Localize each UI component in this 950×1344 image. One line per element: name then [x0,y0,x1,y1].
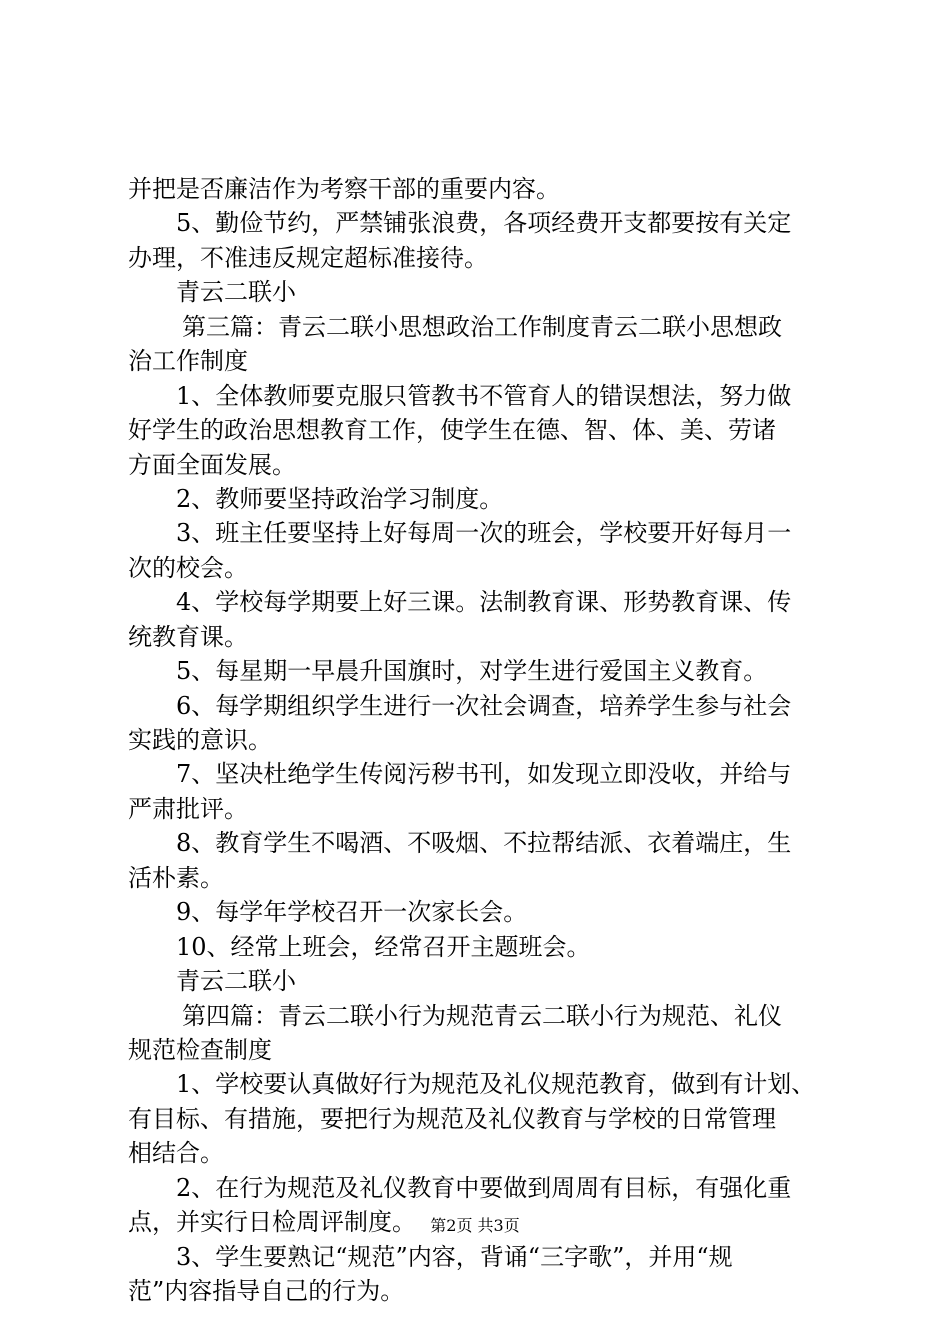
text-line: 1、学校要认真做好行为规范及礼仪规范教育，做到有计划、 [176,1070,816,1099]
text-line: 方面全面发展。 [128,450,296,479]
text-line: 相结合。 [128,1139,224,1168]
text-line: 统教育课。 [128,622,248,651]
text-line: 青云二联小 [176,967,296,996]
page-footer: 第2页 共3页 [430,1216,520,1235]
text-line: 第四篇：青云二联小行为规范青云二联小行为规范、礼仪 [182,1001,782,1030]
text-line: 5、每星期一早晨升国旗时，对学生进行爱国主义教育。 [176,657,768,686]
text-line: 9、每学年学校召开一次家长会。 [176,898,528,927]
text-line: 治工作制度 [128,347,248,376]
text-line: 规范检查制度 [128,1035,272,1064]
text-line: 好学生的政治思想教育工作，使学生在德、智、体、美、劳诸 [128,416,776,445]
document-body [128,172,848,1308]
text-line: 8、教育学生不喝酒、不吸烟、不拉帮结派、衣着端庄，生 [176,829,792,858]
text-line: 点，并实行日检周评制度。 [128,1208,416,1237]
text-line: 活朴素。 [128,863,224,892]
text-line: 范”内容指导自己的行为。 [128,1277,405,1305]
text-line: 3、学生要熟记“规范”内容，背诵“三字歌”，并用“规 [176,1242,733,1271]
text-line: 第三篇：青云二联小思想政治工作制度青云二联小思想政 [182,312,782,341]
text-line: 2、在行为规范及礼仪教育中要做到周周有目标，有强化重 [176,1173,792,1202]
text-line: 10、经常上班会，经常召开主题班会。 [176,932,591,961]
text-line: 7、坚决杜绝学生传阅污秽书刊，如发现立即没收，并给与 [176,760,792,789]
text-line: 5、勤俭节约，严禁铺张浪费，各项经费开支都要按有关定 [176,209,792,238]
text-line: 3、班主任要坚持上好每周一次的班会，学校要开好每月一 [176,519,792,548]
text-line: 青云二联小 [176,278,296,307]
text-line: 并把是否廉洁作为考察干部的重要内容。 [128,175,560,203]
text-line: 严肃批评。 [128,794,248,823]
text-line: 6、每学期组织学生进行一次社会调查，培养学生参与社会 [176,691,792,720]
text-line: 实践的意识。 [128,726,272,754]
text-line: 次的校会。 [128,553,248,582]
text-line: 办理，不准违反规定超标准接待。 [128,243,488,272]
text-line: 4、学校每学期要上好三课。法制教育课、形势教育课、传 [176,588,792,617]
text-line: 1、全体教师要克服只管教书不管育人的错误想法，努力做 [176,381,792,410]
text-line: 有目标、有措施，要把行为规范及礼仪教育与学校的日常管理 [128,1104,776,1133]
text-line: 2、教师要坚持政治学习制度。 [176,484,504,513]
